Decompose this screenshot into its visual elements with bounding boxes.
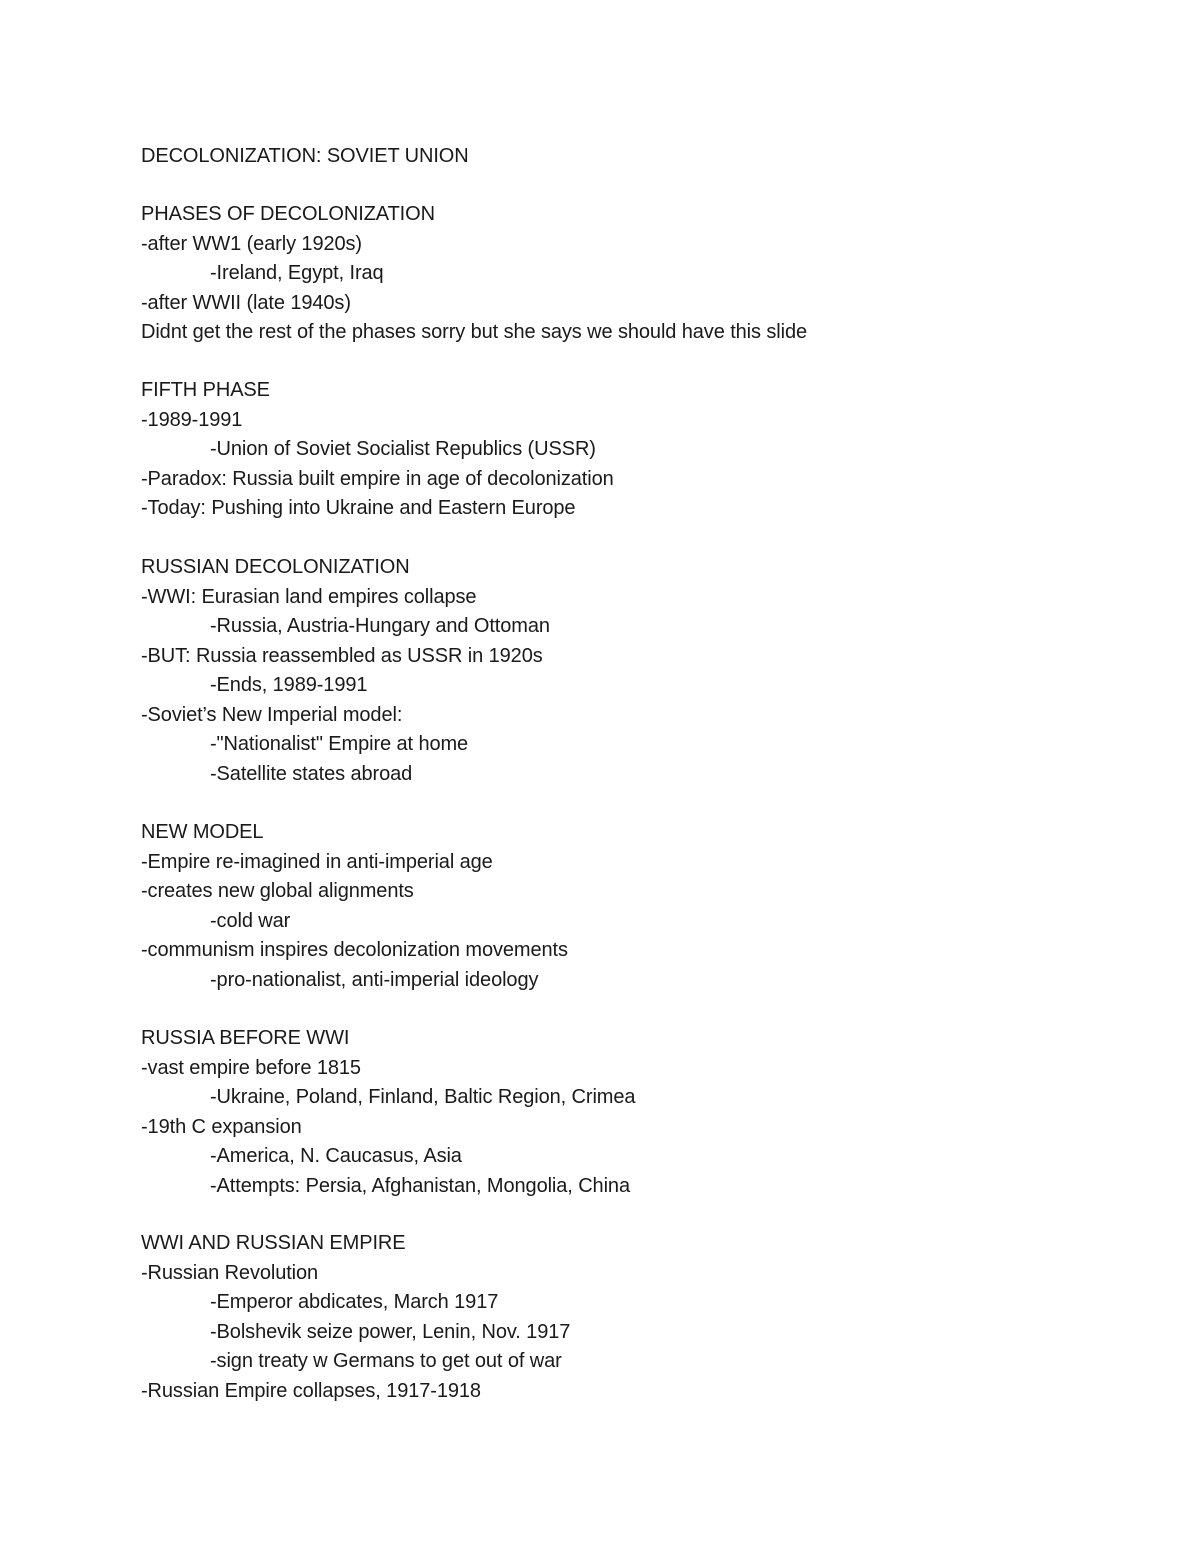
bullet-line: -BUT: Russia reassembled as USSR in 1920s — [141, 644, 543, 667]
section-heading: FIFTH PHASE — [141, 379, 270, 401]
sub-bullet-line: -cold war — [210, 909, 291, 932]
section-heading: NEW MODEL — [141, 821, 264, 843]
bullet-line: -Empire re-imagined in anti-imperial age — [141, 850, 493, 873]
section-heading: RUSSIAN DECOLONIZATION — [141, 556, 410, 578]
document-title: DECOLONIZATION: SOVIET UNION — [141, 145, 469, 167]
section — [141, 553, 1121, 789]
bullet-line: -after WW1 (early 1920s) — [141, 232, 362, 255]
sub-bullet-line: -Ends, 1989-1991 — [210, 674, 368, 696]
bullet-line: -Russian Empire collapses, 1917-1918 — [141, 1379, 481, 1402]
bullet-line: -Today: Pushing into Ukraine and Eastern Europe — [141, 497, 576, 519]
section — [141, 200, 1121, 348]
bullet-line: -Paradox: Russia built empire in age of decolonization — [141, 467, 614, 490]
bullet-line: -creates new global alignments — [141, 880, 414, 902]
section — [141, 376, 1121, 524]
bullet-line: -after WWII (late 1940s) — [141, 291, 351, 314]
sub-bullet-line: -Ireland, Egypt, Iraq — [210, 262, 384, 284]
sub-bullet-line: -Emperor abdicates, March 1917 — [210, 1291, 499, 1313]
bullet-line: -WWI: Eurasian land empires collapse — [141, 585, 477, 608]
bullet-line: -19th C expansion — [141, 1115, 302, 1138]
sub-bullet-line: -Russia, Austria-Hungary and Ottoman — [210, 615, 550, 637]
bullet-line: -1989-1991 — [141, 408, 243, 431]
sub-bullet-line: -sign treaty w Germans to get out of war — [210, 1350, 562, 1372]
section-heading: WWI AND RUSSIAN EMPIRE — [141, 1232, 406, 1254]
sub-bullet-line: -Bolshevik seize power, Lenin, Nov. 1917 — [210, 1320, 571, 1343]
section-heading: PHASES OF DECOLONIZATION — [141, 203, 435, 225]
section — [141, 818, 1121, 995]
bullet-line: Didnt get the rest of the phases sorry but she says we should have this slide — [141, 321, 808, 343]
bullet-line: -communism inspires decolonization movements — [141, 939, 568, 961]
bullet-line: -vast empire before 1815 — [141, 1056, 361, 1079]
section-heading: RUSSIA BEFORE WWI — [141, 1027, 350, 1049]
sub-bullet-line: -Union of Soviet Socialist Republics (USSR) — [210, 438, 596, 460]
section — [141, 1024, 1121, 1201]
sub-bullet-line: -"Nationalist" Empire at home — [210, 733, 469, 755]
sub-bullet-line: -Satellite states abroad — [210, 762, 413, 785]
sub-bullet-line: -pro-nationalist, anti-imperial ideology — [210, 968, 539, 991]
bullet-line: -Russian Revolution — [141, 1261, 319, 1284]
bullet-line: -Soviet’s New Imperial model: — [141, 703, 403, 726]
sub-bullet-line: -Attempts: Persia, Afghanistan, Mongolia, China — [210, 1174, 630, 1197]
sub-bullet-line: -America, N. Caucasus, Asia — [210, 1145, 462, 1167]
sub-bullet-line: -Ukraine, Poland, Finland, Baltic Region, Crimea — [210, 1086, 636, 1108]
section — [141, 1229, 1121, 1406]
